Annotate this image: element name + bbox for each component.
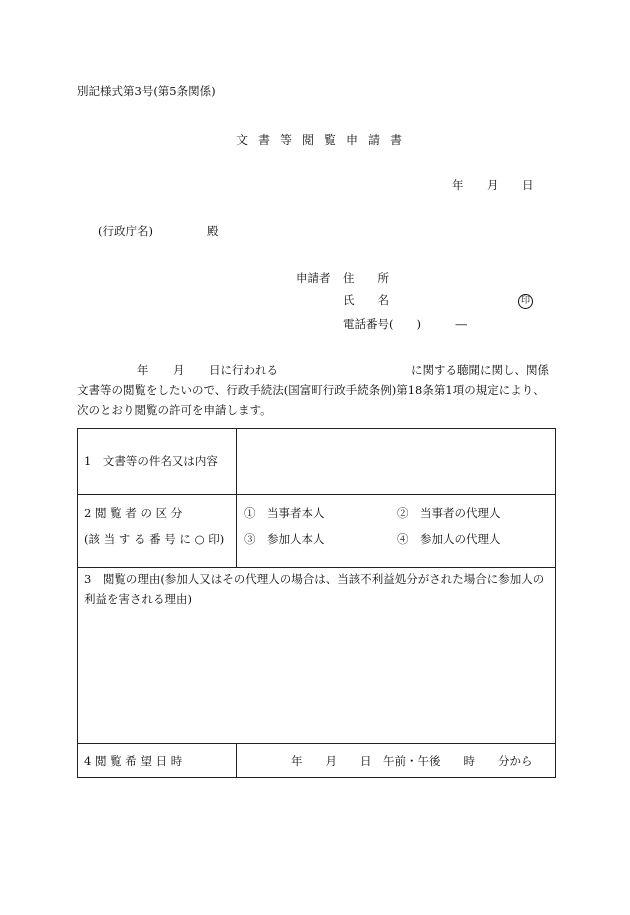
applicant-label: 申請者 bbox=[296, 271, 331, 285]
table-divider bbox=[78, 567, 555, 568]
desired-datetime-value[interactable]: 年 月 日 午前・午後 時 分から bbox=[291, 754, 533, 768]
viewer-category-instruction: (該 当 す る 番 号 に ○ 印) bbox=[84, 532, 225, 546]
viewing-reason-label: 3 閲覧の理由(参加人又はその代理人の場合は、当該不利益処分がされた場合に参加人の利益を害される理由) bbox=[84, 572, 545, 606]
table-column-divider bbox=[236, 494, 237, 567]
desired-datetime-label: 4 閲 覧 希 望 日 時 bbox=[84, 754, 183, 768]
phone-label: 電話番号( ) ― bbox=[343, 317, 467, 331]
application-table bbox=[77, 428, 556, 778]
viewer-category-label: 2 閲 覧 者 の 区 分 bbox=[84, 506, 183, 520]
agency-name-placeholder: (行政庁名) bbox=[98, 224, 153, 238]
statement-regarding: に関する聴聞に関し、関係 bbox=[411, 363, 549, 377]
table-divider bbox=[78, 494, 555, 495]
statement-line-3: 次のとおり閲覧の許可を申請します。 bbox=[77, 403, 272, 417]
document-title: 文書等閲覧申請書 bbox=[236, 133, 413, 147]
statement-month: 月 bbox=[173, 363, 185, 377]
table-column-divider bbox=[236, 429, 237, 494]
seal-mark-icon: 印 bbox=[518, 294, 533, 309]
option-party-self[interactable]: ① 当事者本人 bbox=[244, 506, 325, 520]
option-participant-representative[interactable]: ④ 参加人の代理人 bbox=[397, 532, 501, 546]
option-party-representative[interactable]: ② 当事者の代理人 bbox=[397, 506, 501, 520]
table-divider bbox=[78, 743, 555, 744]
name-label: 氏 名 bbox=[343, 293, 389, 307]
addressee-honorific: 殿 bbox=[207, 224, 219, 238]
date-month-label: 月 bbox=[487, 178, 499, 192]
statement-held-on: 日に行われる bbox=[209, 363, 278, 377]
document-name-label: 1 文書等の件名又は内容 bbox=[84, 454, 218, 468]
address-label: 住 所 bbox=[343, 271, 389, 285]
date-year-label: 年 bbox=[452, 178, 464, 192]
document-name-field[interactable] bbox=[243, 435, 553, 490]
viewing-reason-field[interactable] bbox=[84, 613, 550, 737]
date-day-label: 日 bbox=[522, 178, 534, 192]
statement-year: 年 bbox=[137, 363, 149, 377]
table-column-divider bbox=[236, 743, 237, 778]
statement-line-2: 文書等の閲覧をしたいので、行政手続法(国富町行政手続条例)第18条第1項の規定により、 bbox=[77, 383, 545, 397]
option-participant-self[interactable]: ③ 参加人本人 bbox=[244, 532, 325, 546]
form-reference: 別記様式第3号(第5条関係) bbox=[77, 84, 216, 98]
